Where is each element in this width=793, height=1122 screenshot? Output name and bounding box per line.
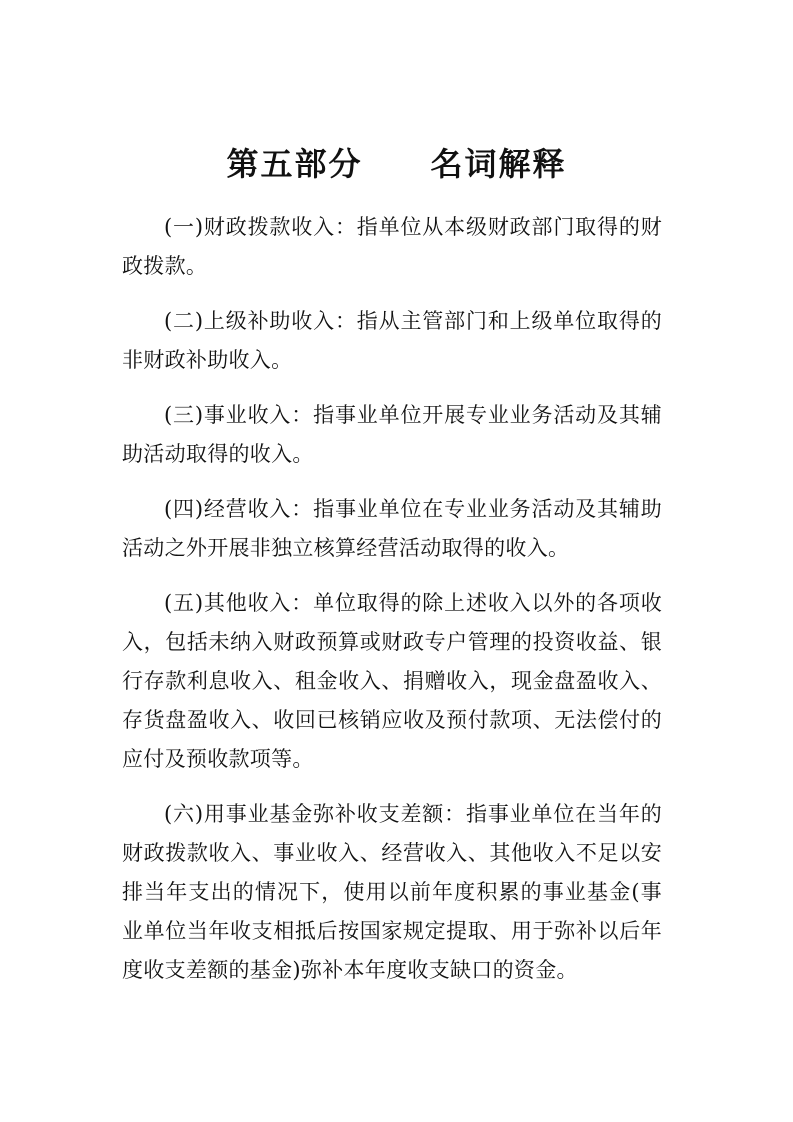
paragraph-institution-fund-offset: (六)用事业基金弥补收支差额：指事业单位在当年的财政拨款收入、事业收入、经营收入、其他收入不足以安排当年支出的情况下，使用以前年度积累的事业基金(事业单位当年收支相抵后按国家规定提取、用于弥补以后年度收支差额的基金)弥补本年度收支缺口的资金。 [122,802,662,982]
paragraph-other-income: (五)其他收入：单位取得的除上述收入以外的各项收入，包括未纳入财政预算或财政专户管理的投资收益、银行存款利息收入、租金收入、捐赠收入，现金盘盈收入、存货盘盈收入、收回已核销应收及预付款项、无法偿付的应付及预收款项等。 [122,591,662,771]
document-body [122,208,662,1006]
page-title: 第五部分 名词解释 [226,145,567,183]
paragraph-superior-subsidy-income: (二)上级补助收入：指从主管部门和上级单位取得的非财政补助收入。 [122,309,662,372]
paragraph-business-income: (三)事业收入：指事业单位开展专业业务活动及其辅助活动取得的收入。 [122,403,662,466]
paragraph-fiscal-allocation-income: (一)财政拨款收入：指单位从本级财政部门取得的财政拨款。 [122,215,662,278]
paragraph-operating-income: (四)经营收入：指事业单位在专业业务活动及其辅助活动之外开展非独立核算经营活动取得的收入。 [122,497,662,560]
